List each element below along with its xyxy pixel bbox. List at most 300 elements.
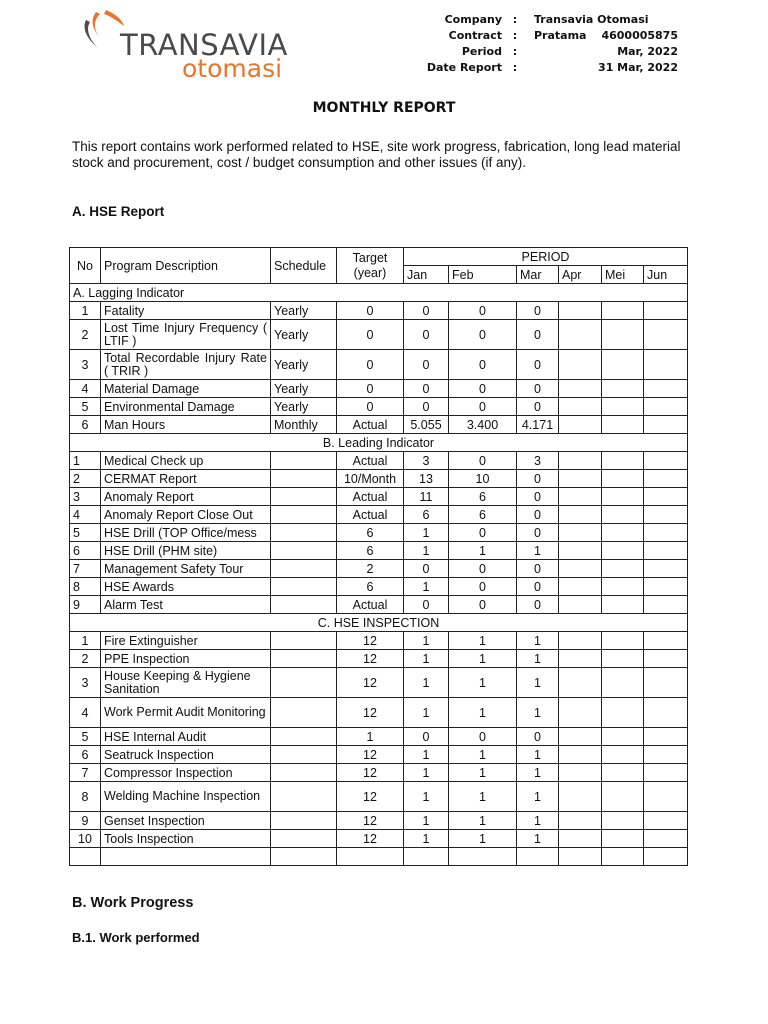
cell-value-apr xyxy=(559,812,602,830)
intro-paragraph: This report contains work performed related to HSE, site work progress, fabrication, long lead material stock and procurement, cost / budget consumption and other issues (if any). xyxy=(72,139,681,170)
cell-target: Actual xyxy=(337,452,404,470)
cell-value-mar: 1 xyxy=(517,746,559,764)
cell-schedule xyxy=(271,542,337,560)
cell-description: Anomaly Report Close Out xyxy=(101,506,271,524)
cell-target: 12 xyxy=(337,782,404,812)
subsection-heading-work-performed: B.1. Work performed xyxy=(72,930,200,945)
cell-value-apr xyxy=(559,380,602,398)
meta-date-report xyxy=(420,60,690,76)
cell-description: Material Damage xyxy=(101,380,271,398)
table-row xyxy=(70,812,688,830)
table-row xyxy=(70,398,688,416)
cell-value-mar: 1 xyxy=(517,698,559,728)
cell-no: 1 xyxy=(70,452,101,470)
cell-schedule xyxy=(271,782,337,812)
cell-value-jun xyxy=(644,650,688,668)
cell-value-mar: 1 xyxy=(517,812,559,830)
cell-value-feb: 1 xyxy=(449,830,517,848)
meta-contract xyxy=(420,28,690,44)
cell-value-apr xyxy=(559,596,602,614)
table-row xyxy=(70,524,688,542)
cell-schedule xyxy=(271,524,337,542)
cell-value-jan: 1 xyxy=(404,764,449,782)
table-row xyxy=(70,452,688,470)
cell-target: 12 xyxy=(337,830,404,848)
table-row xyxy=(70,560,688,578)
cell-value-feb: 6 xyxy=(449,488,517,506)
empty-cell xyxy=(271,848,337,866)
cell-no: 3 xyxy=(70,350,101,380)
logo-word-transavia: TRANSAVIA xyxy=(120,28,288,62)
cell-value-jan: 1 xyxy=(404,578,449,596)
cell-no: 2 xyxy=(70,470,101,488)
cell-description: Fatality xyxy=(101,302,271,320)
cell-target: 12 xyxy=(337,812,404,830)
cell-no: 5 xyxy=(70,398,101,416)
cell-value-mar: 1 xyxy=(517,830,559,848)
meta-label: Period xyxy=(461,45,502,58)
cell-value-jan: 0 xyxy=(404,320,449,350)
cell-value-apr xyxy=(559,350,602,380)
cell-schedule xyxy=(271,578,337,596)
cell-value-jun xyxy=(644,830,688,848)
cell-value-feb: 0 xyxy=(449,560,517,578)
cell-description: Medical Check up xyxy=(101,452,271,470)
cell-value-jan: 1 xyxy=(404,650,449,668)
section-title: C. HSE INSPECTION xyxy=(70,614,688,632)
page-title: MONTHLY REPORT xyxy=(312,100,456,116)
empty-cell xyxy=(337,848,404,866)
cell-schedule xyxy=(271,650,337,668)
cell-value-mar: 0 xyxy=(517,470,559,488)
cell-value-mei xyxy=(602,578,644,596)
cell-value-jun xyxy=(644,782,688,812)
cell-value-mar: 4.171 xyxy=(517,416,559,434)
cell-no: 7 xyxy=(70,764,101,782)
cell-value-feb: 0 xyxy=(449,578,517,596)
cell-value-mar: 0 xyxy=(517,596,559,614)
cell-target: 2 xyxy=(337,560,404,578)
cell-value-mar: 0 xyxy=(517,398,559,416)
meta-value: 4600005875 xyxy=(601,29,678,42)
cell-value-mei xyxy=(602,506,644,524)
empty-cell xyxy=(517,848,559,866)
meta-value: Mar, 2022 xyxy=(617,45,678,58)
table-row xyxy=(70,416,688,434)
cell-value-mei xyxy=(602,380,644,398)
cell-target: Actual xyxy=(337,596,404,614)
cell-value-mei xyxy=(602,596,644,614)
cell-description: HSE Drill (PHM site) xyxy=(101,542,271,560)
cell-no: 10 xyxy=(70,830,101,848)
empty-cell xyxy=(70,848,101,866)
cell-value-jun xyxy=(644,488,688,506)
cell-value-feb: 0 xyxy=(449,380,517,398)
header-month: Mar xyxy=(517,266,559,284)
cell-value-apr xyxy=(559,524,602,542)
table-row xyxy=(70,542,688,560)
cell-value-mei xyxy=(602,728,644,746)
cell-value-mei xyxy=(602,782,644,812)
logo-word-otomasi: otomasi xyxy=(182,54,283,83)
cell-no: 4 xyxy=(70,506,101,524)
cell-no: 7 xyxy=(70,560,101,578)
cell-value-mei xyxy=(602,698,644,728)
cell-value-jun xyxy=(644,302,688,320)
cell-value-apr xyxy=(559,488,602,506)
cell-value-feb: 1 xyxy=(449,812,517,830)
cell-value-jan: 0 xyxy=(404,398,449,416)
cell-value-jan: 1 xyxy=(404,632,449,650)
cell-value-mei xyxy=(602,764,644,782)
table-row xyxy=(70,764,688,782)
cell-value-jun xyxy=(644,668,688,698)
company-logo xyxy=(76,10,296,83)
cell-description: PPE Inspection xyxy=(101,650,271,668)
cell-value-jun xyxy=(644,560,688,578)
empty-cell xyxy=(449,848,517,866)
empty-cell xyxy=(644,848,688,866)
cell-schedule xyxy=(271,812,337,830)
cell-no: 3 xyxy=(70,668,101,698)
cell-value-feb: 1 xyxy=(449,650,517,668)
cell-value-jan: 0 xyxy=(404,350,449,380)
cell-description: HSE Drill (TOP Office/mess xyxy=(101,524,271,542)
cell-value-apr xyxy=(559,668,602,698)
cell-target: 0 xyxy=(337,320,404,350)
cell-no: 1 xyxy=(70,302,101,320)
cell-value-apr xyxy=(559,470,602,488)
cell-value-jun xyxy=(644,596,688,614)
cell-description: CERMAT Report xyxy=(101,470,271,488)
cell-no: 6 xyxy=(70,416,101,434)
cell-schedule: Monthly xyxy=(271,416,337,434)
cell-schedule xyxy=(271,560,337,578)
meta-label: Company xyxy=(444,13,502,26)
cell-value-apr xyxy=(559,578,602,596)
header-target: Target (year) xyxy=(337,248,404,284)
cell-description: Genset Inspection xyxy=(101,812,271,830)
cell-schedule xyxy=(271,596,337,614)
cell-value-apr xyxy=(559,560,602,578)
cell-value-apr xyxy=(559,416,602,434)
cell-target: 12 xyxy=(337,764,404,782)
report-meta xyxy=(420,12,690,76)
cell-schedule: Yearly xyxy=(271,302,337,320)
table-row xyxy=(70,578,688,596)
cell-value-feb: 0 xyxy=(449,452,517,470)
cell-no: 5 xyxy=(70,728,101,746)
table-row xyxy=(70,506,688,524)
cell-value-feb: 0 xyxy=(449,350,517,380)
cell-value-jun xyxy=(644,524,688,542)
table-row xyxy=(70,650,688,668)
meta-colon: : xyxy=(512,61,518,74)
cell-value-mar: 1 xyxy=(517,668,559,698)
cell-value-apr xyxy=(559,302,602,320)
header-month: Jan xyxy=(404,266,449,284)
cell-description: HSE Internal Audit xyxy=(101,728,271,746)
cell-value-mar: 0 xyxy=(517,320,559,350)
cell-no: 9 xyxy=(70,812,101,830)
cell-value-mei xyxy=(602,470,644,488)
cell-value-mei xyxy=(602,302,644,320)
cell-description: House Keeping & Hygiene Sanitation xyxy=(101,668,271,698)
table-row xyxy=(70,698,688,728)
cell-schedule xyxy=(271,488,337,506)
cell-value-jun xyxy=(644,320,688,350)
cell-value-jan: 0 xyxy=(404,596,449,614)
cell-value-apr xyxy=(559,452,602,470)
cell-value-jan: 0 xyxy=(404,302,449,320)
cell-value-feb: 0 xyxy=(449,524,517,542)
empty-cell xyxy=(602,848,644,866)
header-month: Apr xyxy=(559,266,602,284)
cell-no: 4 xyxy=(70,380,101,398)
cell-value-jan: 0 xyxy=(404,560,449,578)
cell-value-mar: 0 xyxy=(517,728,559,746)
cell-value-apr xyxy=(559,830,602,848)
cell-value-jun xyxy=(644,470,688,488)
cell-value-mei xyxy=(602,452,644,470)
header-month: Mei xyxy=(602,266,644,284)
cell-value-mei xyxy=(602,488,644,506)
cell-value-jan: 1 xyxy=(404,782,449,812)
cell-schedule xyxy=(271,668,337,698)
cell-value-jun xyxy=(644,506,688,524)
cell-value-mei xyxy=(602,830,644,848)
section-heading-hse: A. HSE Report xyxy=(72,204,165,219)
cell-value-mar: 0 xyxy=(517,380,559,398)
header-month: Feb xyxy=(449,266,517,284)
cell-schedule: Yearly xyxy=(271,350,337,380)
table-row xyxy=(70,632,688,650)
cell-target: 12 xyxy=(337,650,404,668)
empty-cell xyxy=(101,848,271,866)
table-row xyxy=(70,668,688,698)
cell-value-mar: 1 xyxy=(517,632,559,650)
empty-cell xyxy=(559,848,602,866)
header-period: PERIOD xyxy=(404,248,688,266)
meta-colon: : xyxy=(512,29,518,42)
cell-value-feb: 1 xyxy=(449,746,517,764)
cell-value-mei xyxy=(602,746,644,764)
meta-value: Transavia Otomasi Pratama xyxy=(534,13,649,42)
cell-target: 6 xyxy=(337,542,404,560)
table-row xyxy=(70,470,688,488)
cell-no: 6 xyxy=(70,542,101,560)
cell-target: 0 xyxy=(337,350,404,380)
cell-value-mar: 1 xyxy=(517,782,559,812)
cell-description: Fire Extinguisher xyxy=(101,632,271,650)
section-row-leading xyxy=(70,434,688,452)
cell-value-mei xyxy=(602,524,644,542)
cell-value-jun xyxy=(644,416,688,434)
cell-schedule: Yearly xyxy=(271,380,337,398)
cell-value-apr xyxy=(559,698,602,728)
cell-value-apr xyxy=(559,728,602,746)
cell-schedule: Yearly xyxy=(271,398,337,416)
cell-schedule xyxy=(271,470,337,488)
cell-value-jun xyxy=(644,542,688,560)
cell-value-mar: 0 xyxy=(517,578,559,596)
meta-colon: : xyxy=(512,45,518,58)
meta-label: Date Report xyxy=(426,61,502,74)
cell-value-jan: 0 xyxy=(404,728,449,746)
header-schedule: Schedule xyxy=(271,248,337,284)
cell-description: Anomaly Report xyxy=(101,488,271,506)
cell-no: 1 xyxy=(70,632,101,650)
cell-schedule xyxy=(271,830,337,848)
cell-value-jan: 1 xyxy=(404,524,449,542)
table-row xyxy=(70,320,688,350)
cell-value-mei xyxy=(602,542,644,560)
cell-value-mei xyxy=(602,560,644,578)
table-row xyxy=(70,746,688,764)
section-row-inspection xyxy=(70,614,688,632)
cell-value-mar: 0 xyxy=(517,506,559,524)
section-title: B. Leading Indicator xyxy=(70,434,688,452)
cell-value-jun xyxy=(644,578,688,596)
cell-description: Lost Time Injury Frequency ( LTIF ) xyxy=(101,320,271,350)
cell-value-jun xyxy=(644,746,688,764)
table-row xyxy=(70,302,688,320)
cell-target: 12 xyxy=(337,632,404,650)
cell-description: Work Permit Audit Monitoring xyxy=(101,698,271,728)
cell-value-jan: 1 xyxy=(404,830,449,848)
cell-value-feb: 0 xyxy=(449,596,517,614)
header-no: No xyxy=(70,248,101,284)
cell-value-mei xyxy=(602,398,644,416)
cell-value-feb: 1 xyxy=(449,782,517,812)
cell-target: 0 xyxy=(337,380,404,398)
table-row xyxy=(70,830,688,848)
cell-no: 4 xyxy=(70,698,101,728)
cell-value-apr xyxy=(559,320,602,350)
table-empty-row xyxy=(70,848,688,866)
cell-value-mei xyxy=(602,320,644,350)
cell-value-jan: 1 xyxy=(404,698,449,728)
cell-target: 12 xyxy=(337,746,404,764)
cell-description: Alarm Test xyxy=(101,596,271,614)
cell-value-jun xyxy=(644,350,688,380)
cell-schedule xyxy=(271,506,337,524)
cell-value-jan: 6 xyxy=(404,506,449,524)
cell-no: 2 xyxy=(70,320,101,350)
cell-no: 9 xyxy=(70,596,101,614)
cell-schedule: Yearly xyxy=(271,320,337,350)
cell-value-jan: 5.055 xyxy=(404,416,449,434)
cell-description: Total Recordable Injury Rate ( TRIR ) xyxy=(101,350,271,380)
cell-value-mar: 1 xyxy=(517,542,559,560)
cell-description: Man Hours xyxy=(101,416,271,434)
cell-value-mar: 3 xyxy=(517,452,559,470)
cell-value-jun xyxy=(644,632,688,650)
cell-value-feb: 10 xyxy=(449,470,517,488)
cell-value-jan: 1 xyxy=(404,812,449,830)
cell-description: Welding Machine Inspection xyxy=(101,782,271,812)
header-description: Program Description xyxy=(101,248,271,284)
cell-target: Actual xyxy=(337,488,404,506)
cell-value-jun xyxy=(644,698,688,728)
cell-value-apr xyxy=(559,506,602,524)
cell-no: 8 xyxy=(70,578,101,596)
cell-target: 1 xyxy=(337,728,404,746)
cell-value-mar: 0 xyxy=(517,302,559,320)
cell-value-jun xyxy=(644,380,688,398)
cell-description: HSE Awards xyxy=(101,578,271,596)
cell-value-feb: 3.400 xyxy=(449,416,517,434)
cell-value-jan: 1 xyxy=(404,668,449,698)
cell-value-jun xyxy=(644,764,688,782)
cell-target: 0 xyxy=(337,302,404,320)
cell-value-mei xyxy=(602,350,644,380)
meta-label: Contract xyxy=(448,29,502,42)
cell-value-jan: 1 xyxy=(404,746,449,764)
section-row-lagging xyxy=(70,284,688,302)
empty-cell xyxy=(404,848,449,866)
cell-value-apr xyxy=(559,764,602,782)
cell-description: Seatruck Inspection xyxy=(101,746,271,764)
cell-value-feb: 0 xyxy=(449,398,517,416)
cell-value-mei xyxy=(602,650,644,668)
cell-value-mei xyxy=(602,668,644,698)
cell-value-jan: 13 xyxy=(404,470,449,488)
cell-value-jan: 0 xyxy=(404,380,449,398)
cell-value-feb: 0 xyxy=(449,320,517,350)
table-row xyxy=(70,380,688,398)
cell-description: Compressor Inspection xyxy=(101,764,271,782)
cell-value-feb: 1 xyxy=(449,698,517,728)
cell-target: 10/Month xyxy=(337,470,404,488)
cell-value-feb: 0 xyxy=(449,728,517,746)
cell-target: Actual xyxy=(337,416,404,434)
cell-value-mar: 0 xyxy=(517,350,559,380)
cell-no: 5 xyxy=(70,524,101,542)
cell-target: Actual xyxy=(337,506,404,524)
cell-value-feb: 1 xyxy=(449,668,517,698)
cell-value-jan: 1 xyxy=(404,542,449,560)
cell-value-apr xyxy=(559,746,602,764)
cell-target: 6 xyxy=(337,524,404,542)
cell-value-mar: 0 xyxy=(517,560,559,578)
meta-period xyxy=(420,44,690,60)
cell-value-jun xyxy=(644,398,688,416)
table-header-row xyxy=(70,248,688,266)
meta-colon: : xyxy=(512,13,518,26)
cell-value-feb: 1 xyxy=(449,632,517,650)
cell-value-mar: 1 xyxy=(517,764,559,782)
cell-value-mar: 0 xyxy=(517,524,559,542)
section-title: A. Lagging Indicator xyxy=(70,284,688,302)
table-row xyxy=(70,488,688,506)
cell-target: 0 xyxy=(337,398,404,416)
cell-no: 8 xyxy=(70,782,101,812)
cell-value-jun xyxy=(644,728,688,746)
cell-schedule xyxy=(271,452,337,470)
cell-value-jan: 3 xyxy=(404,452,449,470)
cell-value-apr xyxy=(559,632,602,650)
section-heading-work-progress: B. Work Progress xyxy=(72,895,194,911)
cell-schedule xyxy=(271,764,337,782)
meta-value: 31 Mar, 2022 xyxy=(598,61,678,74)
cell-no: 3 xyxy=(70,488,101,506)
table-row xyxy=(70,782,688,812)
cell-schedule xyxy=(271,632,337,650)
cell-target: 6 xyxy=(337,578,404,596)
hse-table xyxy=(69,247,688,866)
table-row xyxy=(70,350,688,380)
